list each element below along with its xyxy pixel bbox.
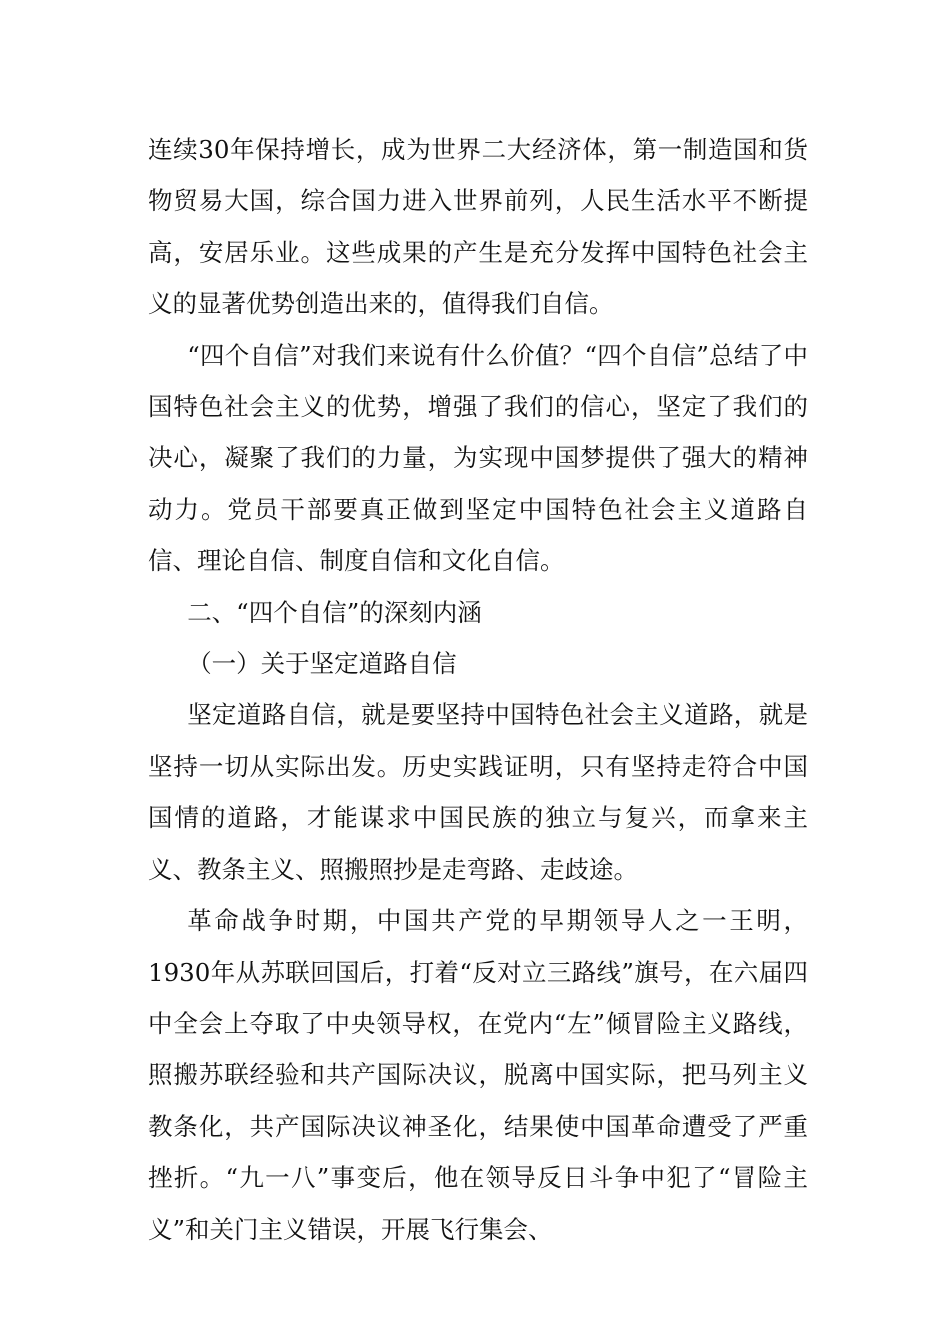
subsection-heading: （一）关于坚定道路自信	[187, 649, 457, 679]
paragraph-economic-achievements: 连续30年保持增长，成为世界二大经济体，第一制造国和货物贸易大国，综合国力进入世界前列，人民生活水平不断提高，安居乐业。这些成果的产生是充分发挥中国特色社会主义的显著优势创造出来的，值得我们自信。	[148, 135, 808, 319]
paragraph-revolutionary-war: 革命战争时期，中国共产党的早期领导人之一王明，1930年从苏联回国后，打着“反对立三路线”旗号，在六届四中全会上夺取了中央领导权，在党内“左”倾冒险主义路线，照搬苏联经验和共产国际决议，脱离中国实际，把马列主义教条化，共产国际决议神圣化，结果使中国革命遭受了严重挫折。“九一八”事变后，他在领导反日斗争中犯了“冒险主义”和关门主义错误，开展飞行集会、	[148, 906, 808, 1244]
paragraph-four-confidences-value: “四个自信”对我们来说有什么价值？“四个自信”总结了中国特色社会主义的优势，增强了我们的信心，坚定了我们的决心，凝聚了我们的力量，为实现中国梦提供了强大的精神动力。党员干部要真正做到坚定中国特色社会主义道路自信、理论自信、制度自信和文化自信。	[148, 340, 808, 576]
document-body	[148, 124, 808, 1255]
paragraph-path-confidence: 坚定道路自信，就是要坚持中国特色社会主义道路，就是坚持一切从实际出发。历史实践证明，只有坚持走符合中国国情的道路，才能谋求中国民族的独立与复兴，而拿来主义、教条主义、照搬照抄是走弯路、走歧途。	[148, 700, 808, 884]
section-heading: 二、“四个自信”的深刻内涵	[187, 597, 482, 627]
